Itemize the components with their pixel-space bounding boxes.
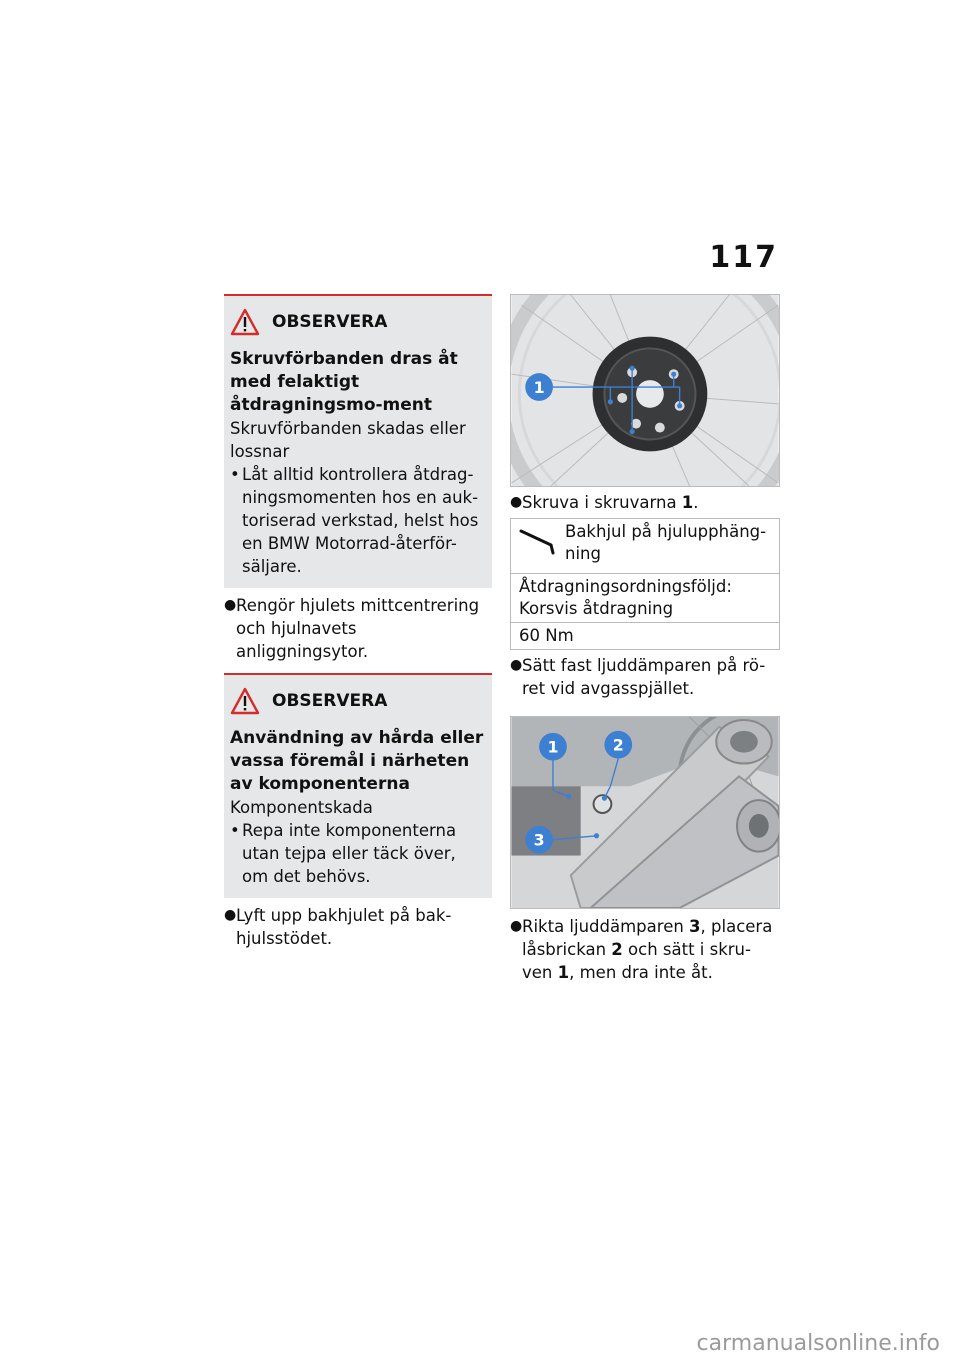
reference-1: 1 [557,963,570,982]
callout-3-label: 3 [533,830,545,850]
warning-title: OBSERVERA [272,312,388,332]
warning-effect: Komponentskada [230,798,373,817]
warning-header [230,687,486,715]
warning-box-2 [224,673,492,898]
spec-sequence: Åtdragningsordningsföljd: Korsvis åtdragning [511,574,780,623]
warning-bullet-text: Repa inte komponenterna utan tejpa eller täck över, om det behövs. [242,821,457,886]
warning-triangle-icon [230,308,260,336]
right-column [510,294,780,984]
warning-header [230,308,486,336]
reference-3: 3 [689,917,701,936]
warning-triangle-icon [230,687,260,715]
warning-title: OBSERVERA [272,691,388,711]
muffler-photo [510,716,780,909]
callout-1-label: 1 [547,737,559,757]
reference-2: 2 [611,940,623,959]
spec-torque: 60 Nm [511,623,780,650]
watermark: carmanualsonline.info [696,1331,940,1356]
callout-2-label: 2 [612,735,624,755]
bullet-marker: ● [510,657,523,673]
step-muffler-text: Sätt fast ljuddämparen på rö-ret vid avgasspjället. [522,656,766,698]
step-clean [224,594,492,663]
torque-wrench-icon [519,525,559,555]
warning-bullet [230,819,486,888]
step-screw-text: Skruva i skruvarna 1. [522,493,699,512]
step-muffler [510,654,780,700]
spec-component-cell [511,519,780,574]
warning-bullet [230,463,486,578]
warning-heading: Användning av hårda eller vassa föremål i närheten av komponenterna [230,728,484,794]
bullet-marker: • [230,465,240,484]
bullet-marker: ● [510,494,523,510]
page-number: 117 [709,240,778,275]
step-lift [224,904,492,950]
step-lift-text: Lyft upp bakhjulet på bak-hjulsstödet. [236,906,452,948]
reference-1: 1 [681,493,694,512]
step-align-text: Rikta ljuddämparen 3, placera låsbrickan 2 och sätt i skru-ven 1, men dra inte åt. [522,917,773,982]
bullet-marker: • [230,821,240,840]
spec-component: Bakhjul på hjulupphäng-ning [565,522,767,563]
step-align [510,915,780,984]
step-screw [510,491,780,514]
bullet-marker: ● [510,918,523,934]
left-column [224,294,492,950]
step-clean-text: Rengör hjulets mittcentrering och hjulnavets anliggningsytor. [236,596,480,661]
torque-spec-table [510,518,780,650]
warning-box-1 [224,294,492,588]
bullet-marker: ● [224,907,237,923]
rear-wheel-hub-photo [510,294,780,487]
warning-heading: Skruvförbanden dras åt med felaktigt åtdragningsmo-ment [230,349,458,415]
bullet-marker: ● [224,597,237,613]
callout-1-label: 1 [533,377,545,397]
warning-bullet-text: Låt alltid kontrollera åtdrag-ningsmomenten hos en auk-toriserad verkstad, helst hos en BMW Motorrad-återför-säljare. [242,465,479,576]
warning-effect: Skruvförbanden skadas eller lossnar [230,419,466,461]
